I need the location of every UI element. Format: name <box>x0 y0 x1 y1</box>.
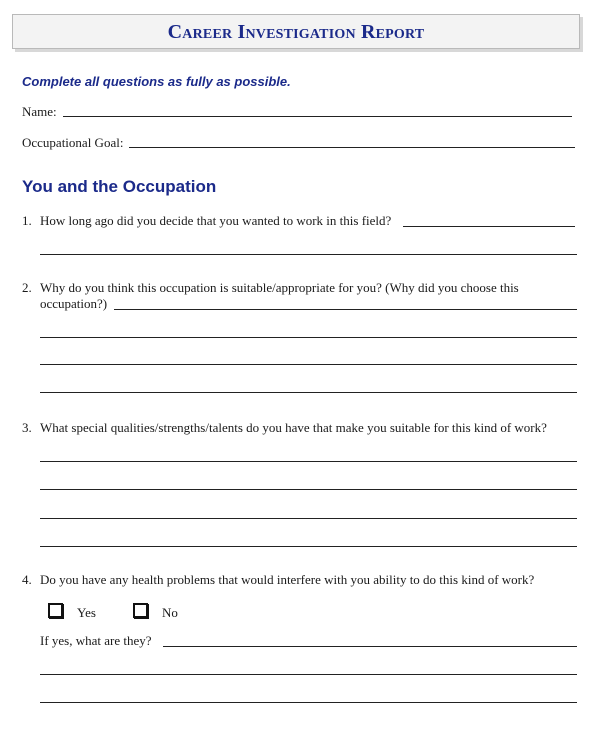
yes-label: Yes <box>77 605 96 620</box>
goal-field-row <box>22 135 575 151</box>
answer-line[interactable] <box>40 518 577 519</box>
answer-line[interactable] <box>40 702 577 703</box>
answer-line[interactable] <box>40 364 577 365</box>
answer-line[interactable] <box>40 674 577 675</box>
no-label: No <box>162 605 178 620</box>
question-number: 2. <box>22 280 32 295</box>
title-box <box>12 14 580 49</box>
answer-line[interactable] <box>40 461 577 462</box>
name-label: Name: <box>22 104 57 119</box>
question-text: Do you have any health problems that would interfere with you ability to do this kind of work? <box>40 572 535 587</box>
answer-line[interactable] <box>40 337 577 338</box>
goal-input-line[interactable] <box>129 146 575 148</box>
answer-line[interactable] <box>114 309 577 310</box>
question-number: 4. <box>22 572 32 587</box>
yes-checkbox[interactable] <box>48 603 63 618</box>
answer-line[interactable] <box>40 254 577 255</box>
question-1 <box>22 213 391 229</box>
answer-line[interactable] <box>40 392 577 393</box>
question-2-continued: occupation?) <box>40 296 108 311</box>
question-4 <box>22 572 534 588</box>
name-input-line[interactable] <box>63 115 572 117</box>
answer-line[interactable] <box>403 226 575 227</box>
answer-line[interactable] <box>40 546 577 547</box>
question-number: 3. <box>22 420 32 435</box>
no-checkbox[interactable] <box>133 603 148 618</box>
question-text: How long ago did you decide that you wanted to work in this field? <box>40 213 392 228</box>
question-3 <box>22 420 547 436</box>
answer-line[interactable] <box>163 646 577 647</box>
question-text: Why do you think this occupation is suitable/appropriate for you? (Why did you choose this <box>40 280 519 295</box>
followup-label: If yes, what are they? <box>40 633 152 648</box>
question-number: 1. <box>22 213 32 228</box>
goal-label: Occupational Goal: <box>22 135 124 150</box>
section-heading: You and the Occupation <box>22 177 217 196</box>
page-title: Career Investigation Report <box>167 21 425 43</box>
question-text: What special qualities/strengths/talents do you have that make you suitable for this kind of work? <box>40 420 547 435</box>
question-2 <box>22 280 519 296</box>
name-field-row <box>22 104 572 120</box>
answer-line[interactable] <box>40 489 577 490</box>
instructions: Complete all questions as fully as possible. <box>22 74 291 89</box>
